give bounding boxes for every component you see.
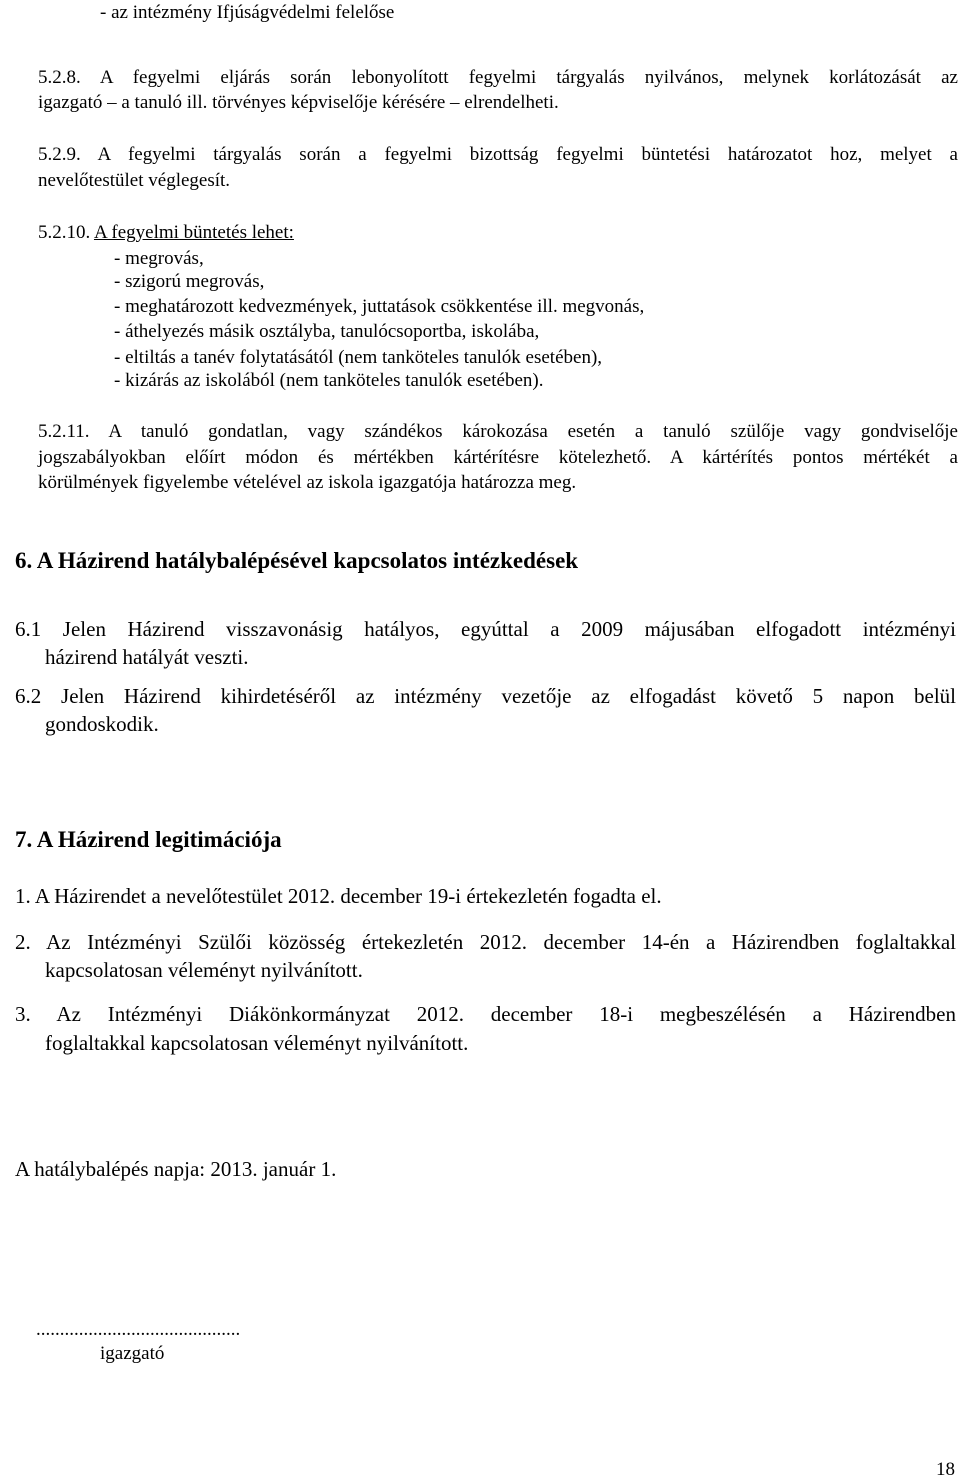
para-5-2-10-heading	[38, 221, 294, 245]
penalty-item: - kizárás az iskolából (nem tanköteles tanulók esetében).	[114, 370, 544, 391]
legitimation-item-3-line2: foglaltakkal kapcsolatosan véleményt nyilvánított.	[45, 1031, 469, 1055]
penalty-item: - szigorú megrovás,	[114, 271, 265, 292]
para-5-2-10-title: A fegyelmi büntetés lehet:	[93, 222, 294, 243]
legitimation-item-3-line1: 3. Az Intézményi Diákönkormányzat 2012. december 18-i megbeszélésén a Házirendben	[15, 1002, 956, 1026]
legitimation-item-2-line1: 2. Az Intézményi Szülői közösség értekezletén 2012. december 14-én a Házirendben foglaltakkal	[15, 930, 956, 954]
effective-date: A hatálybalépés napja: 2013. január 1.	[15, 1157, 337, 1181]
para-5-2-10-number: 5.2.10.	[38, 222, 91, 243]
para-6-1-line2: házirend hatályát veszti.	[45, 645, 249, 669]
legitimation-item-1: 1. A Házirendet a nevelőtestület 2012. december 19-i értekezletén fogadta el.	[15, 884, 662, 908]
signature-line: ...........................................	[36, 1319, 241, 1340]
para-5-2-9-line2: nevelőtestület véglegesít.	[38, 170, 231, 191]
intro-line: - az intézmény Ifjúságvédelmi felelőse	[100, 2, 395, 23]
para-6-1-line1: 6.1 Jelen Házirend visszavonásig hatályos, egyúttal a 2009 májusában elfogadott intézményi	[15, 617, 956, 641]
para-5-2-11-line1: 5.2.11. A tanuló gondatlan, vagy szándékos károkozása esetén a tanuló szülője vagy gondviselője	[38, 421, 958, 442]
para-6-2-line2: gondoskodik.	[45, 712, 159, 736]
para-5-2-8-line2: igazgató – a tanuló ill. törvényes képviselője kérésére – elrendelheti.	[38, 92, 559, 113]
penalty-item: - eltiltás a tanév folytatásától (nem tanköteles tanulók esetében),	[114, 347, 603, 368]
para-5-2-8-line1: 5.2.8. A fegyelmi eljárás során lebonyolított fegyelmi tárgyalás nyilvános, melynek korlátozását az	[38, 67, 958, 88]
penalty-item: - áthelyezés másik osztályba, tanulócsoportba, iskolába,	[114, 321, 540, 342]
section-7-heading: 7. A Házirend legitimációja	[15, 827, 282, 852]
page-number: 18	[936, 1459, 955, 1480]
penalty-item: - megrovás,	[114, 248, 204, 269]
penalty-item: - meghatározott kedvezmények, juttatások csökkentése ill. megvonás,	[114, 296, 645, 317]
legitimation-item-2-line2: kapcsolatosan véleményt nyilvánított.	[45, 958, 363, 982]
section-6-heading: 6. A Házirend hatálybalépésével kapcsolatos intézkedések	[15, 548, 579, 573]
signature-title: igazgató	[100, 1343, 165, 1364]
para-6-2-line1: 6.2 Jelen Házirend kihirdetéséről az intézmény vezetője az elfogadást követő 5 napon belül	[15, 684, 956, 708]
para-5-2-11-line3: körülmények figyelembe vételével az iskola igazgatója határozza meg.	[38, 472, 577, 493]
para-5-2-11-line2: jogszabályokban előírt módon és mértékben kártérítésre kötelezhető. A kártérítés pontos mértékét a	[38, 447, 958, 468]
para-5-2-9-line1: 5.2.9. A fegyelmi tárgyalás során a fegyelmi bizottság fegyelmi büntetési határozatot hoz, melyet a	[38, 144, 958, 165]
